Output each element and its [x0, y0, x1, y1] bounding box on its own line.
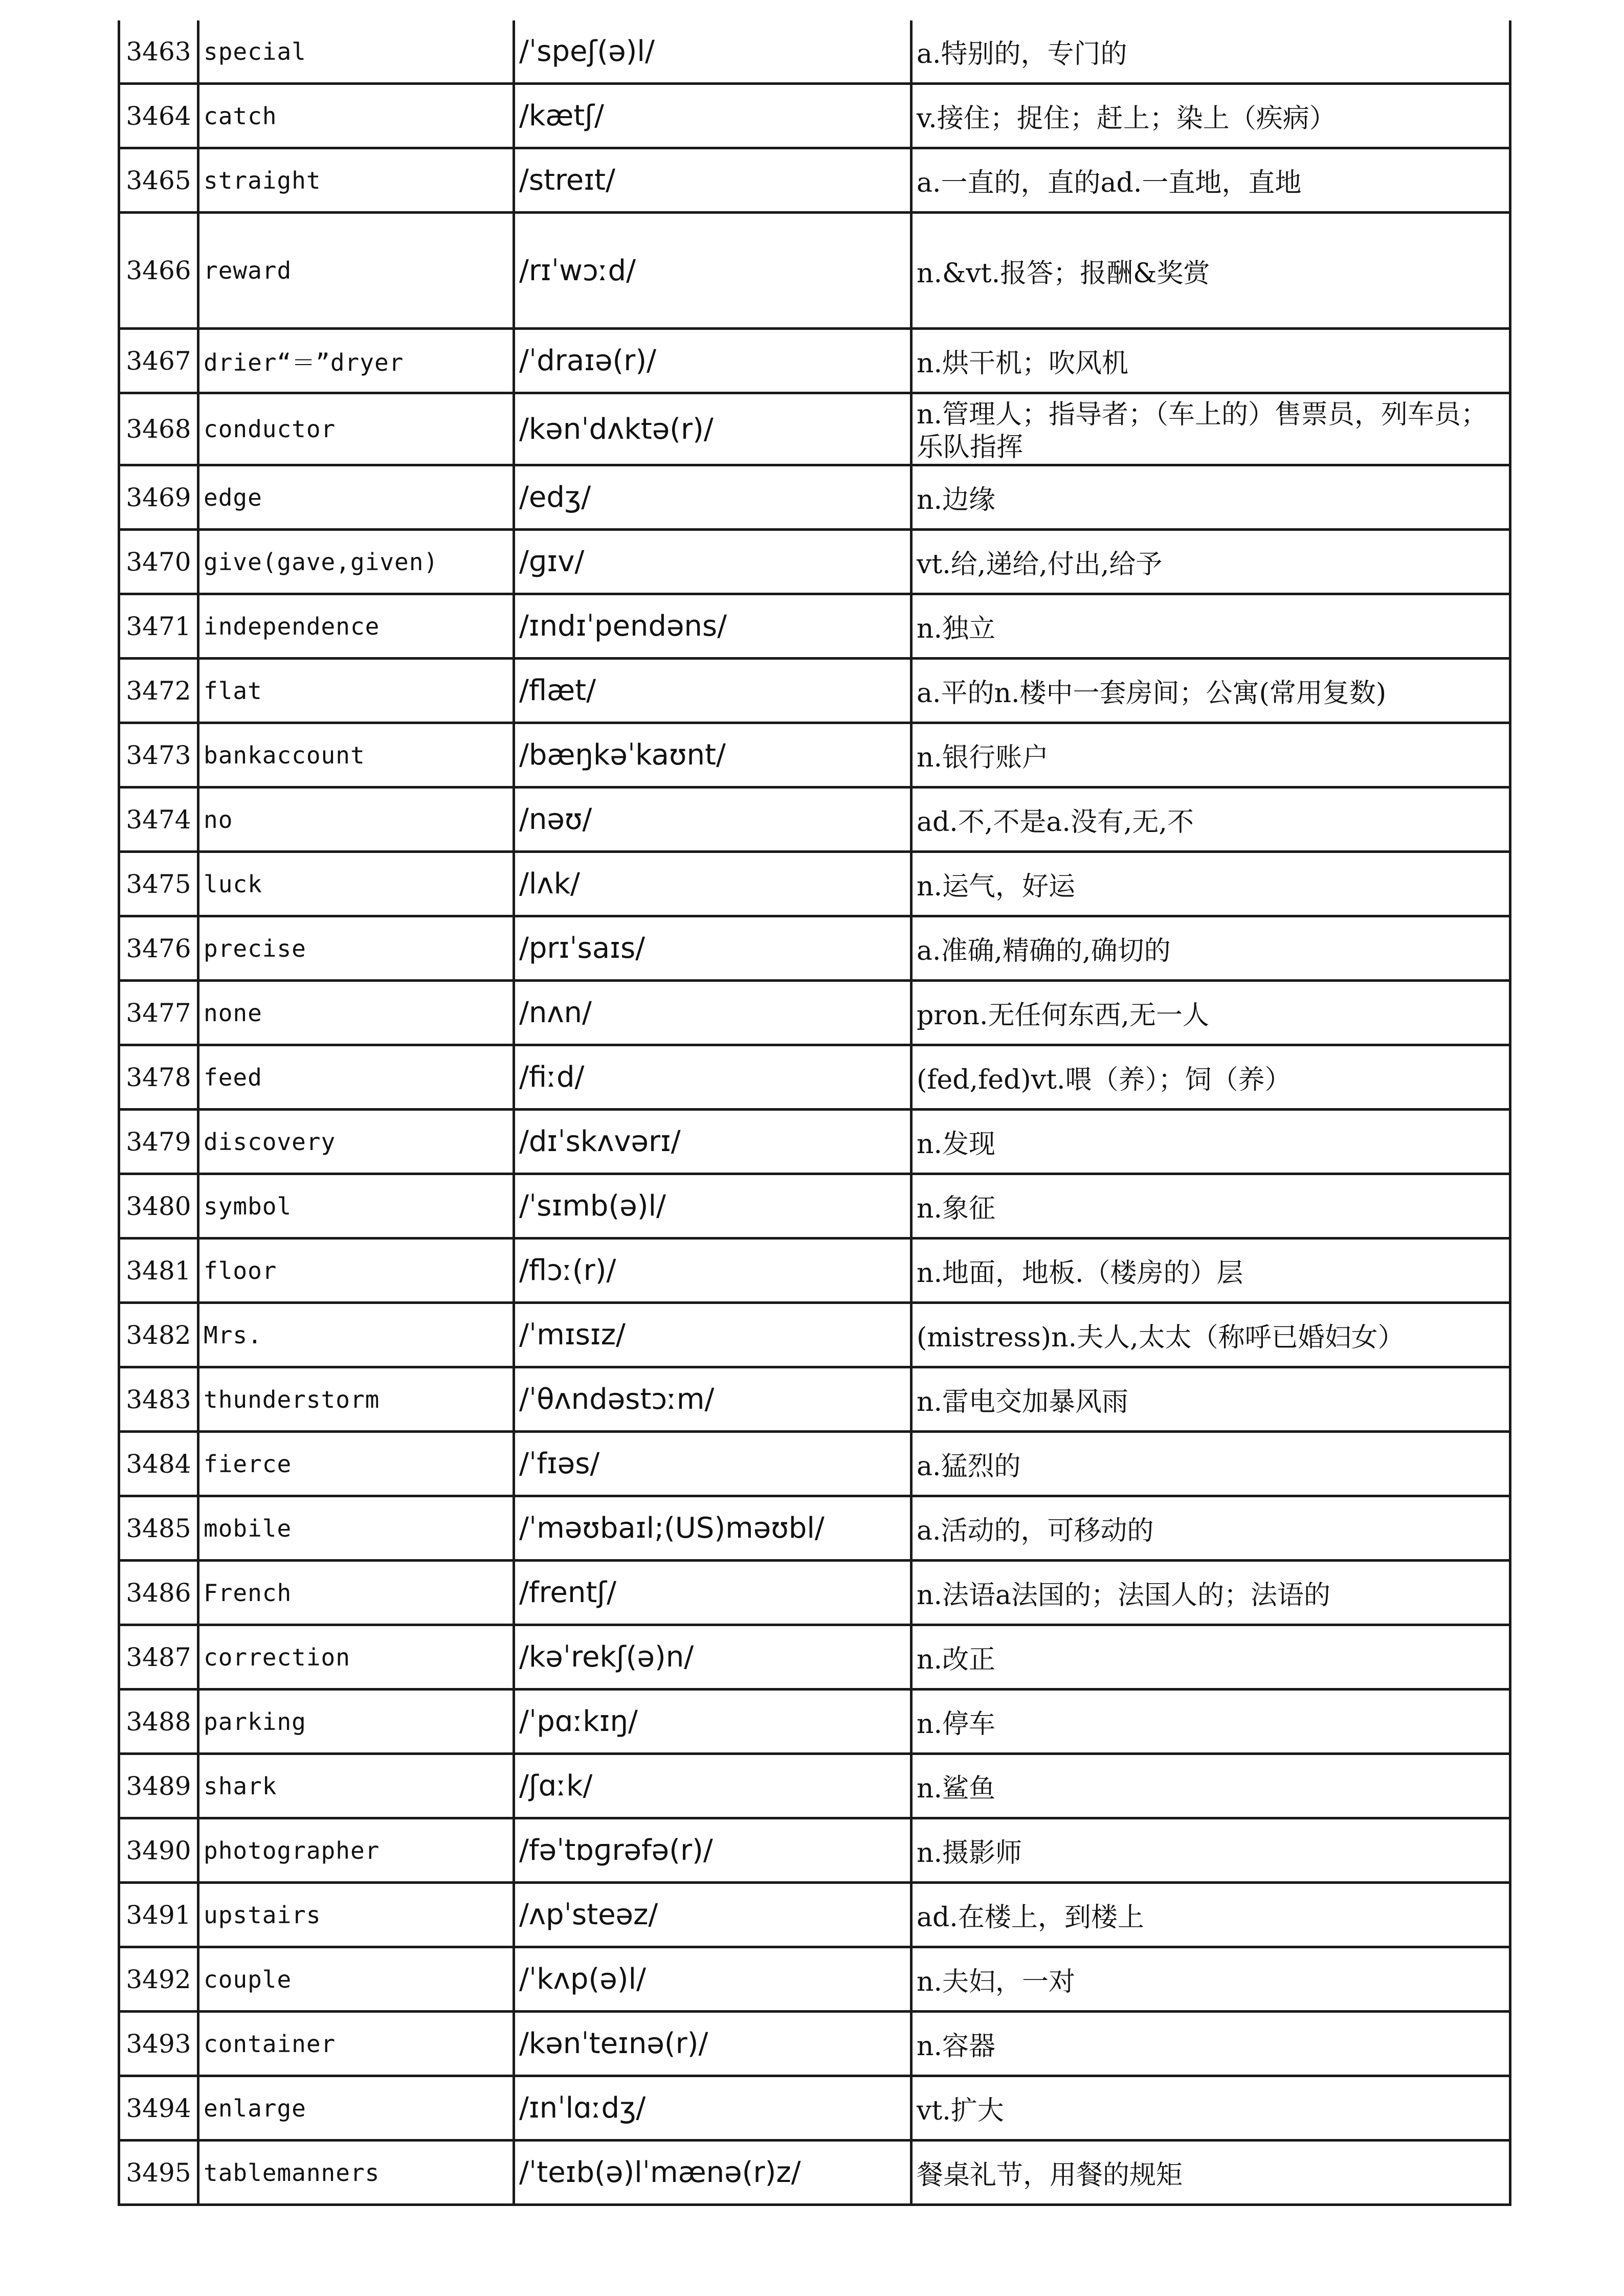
- table-row: [119, 2012, 1510, 2076]
- entry-definition: (fed,fed)vt.喂（养）；饲（养）: [911, 1045, 1510, 1110]
- entry-number: 3478: [119, 1045, 198, 1110]
- entry-number: 3471: [119, 594, 198, 659]
- table-row: [119, 1367, 1510, 1432]
- table-row: [119, 465, 1510, 530]
- entry-pronunciation: /edʒ/: [514, 465, 911, 530]
- entry-pronunciation: /ʃɑːk/: [514, 1754, 911, 1818]
- entry-pronunciation: /fəˈtɒɡrəfə(r)/: [514, 1818, 911, 1883]
- table-row: [119, 1690, 1510, 1754]
- entry-definition: 餐桌礼节，用餐的规矩: [911, 2141, 1510, 2205]
- entry-word: tablemanners: [198, 2141, 514, 2205]
- entry-pronunciation: /frentʃ/: [514, 1561, 911, 1625]
- entry-pronunciation: /ɪndɪˈpendəns/: [514, 594, 911, 659]
- table-row: [119, 1496, 1510, 1561]
- entry-number: 3492: [119, 1947, 198, 2012]
- entry-number: 3475: [119, 852, 198, 916]
- entry-definition: n.鲨鱼: [911, 1754, 1510, 1818]
- entry-word: flat: [198, 659, 514, 723]
- entry-pronunciation: /ˈteɪb(ə)lˈmænə(r)z/: [514, 2141, 911, 2205]
- entry-number: 3486: [119, 1561, 198, 1625]
- entry-number: 3489: [119, 1754, 198, 1818]
- entry-number: 3464: [119, 84, 198, 148]
- entry-word: parking: [198, 1690, 514, 1754]
- table-row: [119, 2076, 1510, 2141]
- entry-pronunciation: /flæt/: [514, 659, 911, 723]
- table-row: [119, 213, 1510, 329]
- entry-definition: a.一直的，直的ad.一直地，直地: [911, 148, 1510, 213]
- entry-definition: n.雷电交加暴风雨: [911, 1367, 1510, 1432]
- table-row: [119, 594, 1510, 659]
- entry-word: floor: [198, 1239, 514, 1303]
- entry-definition: n.边缘: [911, 465, 1510, 530]
- entry-word: drier“＝”dryer: [198, 329, 514, 393]
- table-row: [119, 84, 1510, 148]
- entry-pronunciation: /nʌn/: [514, 981, 911, 1045]
- entry-definition: n.改正: [911, 1625, 1510, 1690]
- entry-word: correction: [198, 1625, 514, 1690]
- table-row: [119, 1561, 1510, 1625]
- entry-word: upstairs: [198, 1883, 514, 1947]
- entry-pronunciation: /ˈθʌndəstɔːm/: [514, 1367, 911, 1432]
- entry-number: 3488: [119, 1690, 198, 1754]
- table-row: [119, 20, 1510, 84]
- entry-pronunciation: /lʌk/: [514, 852, 911, 916]
- entry-number: 3470: [119, 530, 198, 594]
- entry-word: precise: [198, 916, 514, 981]
- entry-definition: n.容器: [911, 2012, 1510, 2076]
- entry-definition: n.&vt.报答；报酬&奖赏: [911, 213, 1510, 329]
- entry-pronunciation: /nəʊ/: [514, 787, 911, 852]
- entry-definition: n.银行账户: [911, 723, 1510, 787]
- entry-number: 3491: [119, 1883, 198, 1947]
- entry-definition: vt.扩大: [911, 2076, 1510, 2141]
- entry-word: shark: [198, 1754, 514, 1818]
- table-row: [119, 1818, 1510, 1883]
- entry-pronunciation: /bæŋkəˈkaʊnt/: [514, 723, 911, 787]
- table-row: [119, 1883, 1510, 1947]
- entry-number: 3476: [119, 916, 198, 981]
- entry-number: 3480: [119, 1174, 198, 1239]
- entry-pronunciation: /streɪt/: [514, 148, 911, 213]
- entry-word: couple: [198, 1947, 514, 2012]
- entry-definition: n.停车: [911, 1690, 1510, 1754]
- table-row: [119, 1174, 1510, 1239]
- entry-pronunciation: /fiːd/: [514, 1045, 911, 1110]
- entry-word: conductor: [198, 393, 514, 465]
- entry-word: reward: [198, 213, 514, 329]
- entry-word: straight: [198, 148, 514, 213]
- table-row: [119, 1625, 1510, 1690]
- table-row: [119, 1045, 1510, 1110]
- entry-word: thunderstorm: [198, 1367, 514, 1432]
- entry-number: 3483: [119, 1367, 198, 1432]
- entry-definition: a.猛烈的: [911, 1432, 1510, 1496]
- entry-pronunciation: /kəˈrekʃ(ə)n/: [514, 1625, 911, 1690]
- entry-number: 3474: [119, 787, 198, 852]
- entry-number: 3479: [119, 1110, 198, 1174]
- entry-definition: n.夫妇，一对: [911, 1947, 1510, 2012]
- vocabulary-table: [118, 20, 1511, 2206]
- entry-definition: n.烘干机；吹风机: [911, 329, 1510, 393]
- entry-definition: a.准确,精确的,确切的: [911, 916, 1510, 981]
- entry-word: none: [198, 981, 514, 1045]
- entry-number: 3466: [119, 213, 198, 329]
- entry-word: special: [198, 20, 514, 84]
- table-row: [119, 393, 1510, 465]
- entry-pronunciation: /kənˈdʌktə(r)/: [514, 393, 911, 465]
- table-row: [119, 659, 1510, 723]
- entry-definition: v.接住；捉住；赶上；染上（疾病）: [911, 84, 1510, 148]
- entry-number: 3463: [119, 20, 198, 84]
- entry-pronunciation: /ˈdraɪə(r)/: [514, 329, 911, 393]
- entry-number: 3484: [119, 1432, 198, 1496]
- entry-definition: a.平的n.楼中一套房间；公寓(常用复数): [911, 659, 1510, 723]
- table-row: [119, 530, 1510, 594]
- entry-number: 3468: [119, 393, 198, 465]
- entry-definition: a.活动的，可移动的: [911, 1496, 1510, 1561]
- entry-number: 3495: [119, 2141, 198, 2205]
- entry-number: 3493: [119, 2012, 198, 2076]
- entry-word: edge: [198, 465, 514, 530]
- table-row: [119, 723, 1510, 787]
- table-row: [119, 787, 1510, 852]
- entry-word: fierce: [198, 1432, 514, 1496]
- entry-definition: n.管理人；指导者；（车上的）售票员，列车员；乐队指挥: [911, 393, 1510, 465]
- entry-definition: ad.在楼上，到楼上: [911, 1883, 1510, 1947]
- entry-pronunciation: /ɪnˈlɑːdʒ/: [514, 2076, 911, 2141]
- table-row: [119, 1432, 1510, 1496]
- entry-number: 3469: [119, 465, 198, 530]
- entry-pronunciation: /ˈpɑːkɪŋ/: [514, 1690, 911, 1754]
- entry-number: 3487: [119, 1625, 198, 1690]
- table-row: [119, 916, 1510, 981]
- entry-definition: n.运气，好运: [911, 852, 1510, 916]
- entry-definition: n.摄影师: [911, 1818, 1510, 1883]
- entry-definition: pron.无任何东西,无一人: [911, 981, 1510, 1045]
- entry-number: 3494: [119, 2076, 198, 2141]
- entry-number: 3490: [119, 1818, 198, 1883]
- entry-word: photographer: [198, 1818, 514, 1883]
- entry-word: independence: [198, 594, 514, 659]
- table-row: [119, 1947, 1510, 2012]
- entry-pronunciation: /ɡɪv/: [514, 530, 911, 594]
- entry-pronunciation: /prɪˈsaɪs/: [514, 916, 911, 981]
- entry-pronunciation: /ˈsɪmb(ə)l/: [514, 1174, 911, 1239]
- entry-definition: n.地面，地板.（楼房的）层: [911, 1239, 1510, 1303]
- entry-definition: n.象征: [911, 1174, 1510, 1239]
- entry-definition: n.发现: [911, 1110, 1510, 1174]
- table-row: [119, 852, 1510, 916]
- entry-number: 3465: [119, 148, 198, 213]
- entry-pronunciation: /ʌpˈsteəz/: [514, 1883, 911, 1947]
- entry-word: discovery: [198, 1110, 514, 1174]
- entry-pronunciation: /ˈspeʃ(ə)l/: [514, 20, 911, 84]
- entry-word: symbol: [198, 1174, 514, 1239]
- entry-number: 3472: [119, 659, 198, 723]
- entry-definition: vt.给,递给,付出,给予: [911, 530, 1510, 594]
- entry-word: catch: [198, 84, 514, 148]
- entry-number: 3481: [119, 1239, 198, 1303]
- entry-definition: ad.不,不是a.没有,无,不: [911, 787, 1510, 852]
- table-row: [119, 1110, 1510, 1174]
- entry-pronunciation: /ˈmɪsɪz/: [514, 1303, 911, 1367]
- entry-pronunciation: /ˈkʌp(ə)l/: [514, 1947, 911, 2012]
- entry-pronunciation: /flɔː(r)/: [514, 1239, 911, 1303]
- entry-pronunciation: /ˈməʊbaɪl;(US)məʊbl/: [514, 1496, 911, 1561]
- entry-word: Mrs.: [198, 1303, 514, 1367]
- entry-word: bankaccount: [198, 723, 514, 787]
- table-row: [119, 2141, 1510, 2205]
- entry-pronunciation: /ˈfɪəs/: [514, 1432, 911, 1496]
- entry-word: French: [198, 1561, 514, 1625]
- table-row: [119, 981, 1510, 1045]
- entry-pronunciation: /rɪˈwɔːd/: [514, 213, 911, 329]
- entry-number: 3473: [119, 723, 198, 787]
- entry-word: give(gave,given): [198, 530, 514, 594]
- table-row: [119, 1303, 1510, 1367]
- entry-word: mobile: [198, 1496, 514, 1561]
- entry-definition: (mistress)n.夫人,太太（称呼已婚妇女）: [911, 1303, 1510, 1367]
- table-row: [119, 1754, 1510, 1818]
- entry-number: 3485: [119, 1496, 198, 1561]
- entry-word: luck: [198, 852, 514, 916]
- entry-word: feed: [198, 1045, 514, 1110]
- entry-definition: n.独立: [911, 594, 1510, 659]
- table-row: [119, 329, 1510, 393]
- entry-definition: a.特别的，专门的: [911, 20, 1510, 84]
- vocabulary-rows: [119, 20, 1510, 2205]
- table-row: [119, 148, 1510, 213]
- entry-word: container: [198, 2012, 514, 2076]
- entry-number: 3467: [119, 329, 198, 393]
- entry-definition: n.法语a法国的；法国人的；法语的: [911, 1561, 1510, 1625]
- entry-word: enlarge: [198, 2076, 514, 2141]
- table-row: [119, 1239, 1510, 1303]
- entry-pronunciation: /kætʃ/: [514, 84, 911, 148]
- entry-number: 3477: [119, 981, 198, 1045]
- entry-pronunciation: /kənˈteɪnə(r)/: [514, 2012, 911, 2076]
- entry-pronunciation: /dɪˈskʌvərɪ/: [514, 1110, 911, 1174]
- entry-word: no: [198, 787, 514, 852]
- entry-number: 3482: [119, 1303, 198, 1367]
